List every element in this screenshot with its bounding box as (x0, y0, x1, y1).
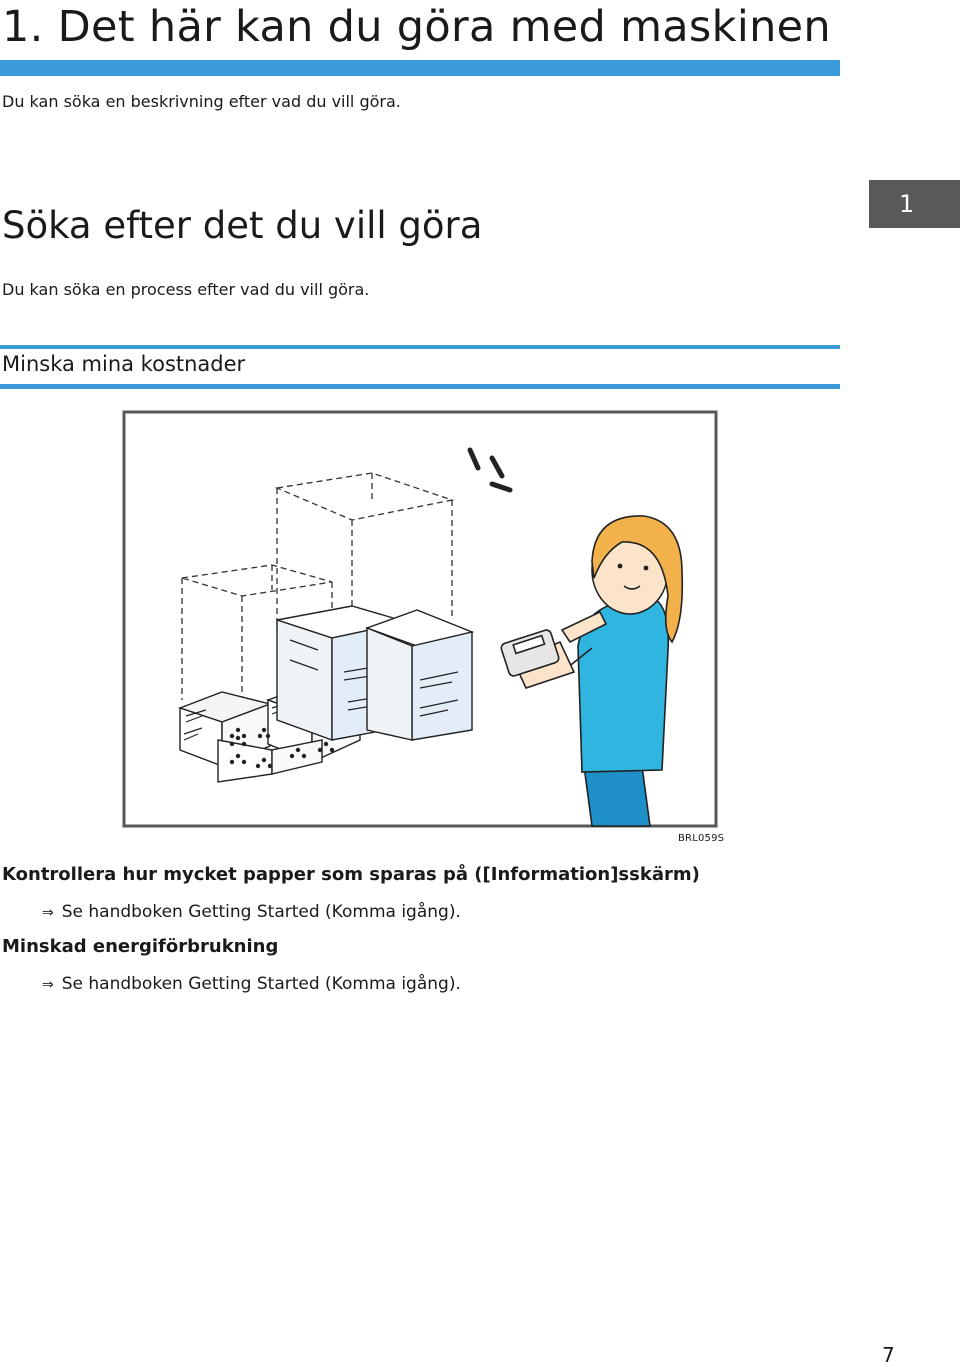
chapter-title-bar (0, 60, 840, 76)
page-number: 7 (882, 1343, 895, 1367)
arrow-icon: ⇒ (42, 977, 54, 993)
paper-stack-small (367, 610, 472, 740)
chapter-side-tab: 1 (869, 180, 960, 228)
manual-reference (42, 902, 461, 922)
figure-code: BRL059S (678, 833, 725, 844)
subsection-title: Minska mina kostnader (2, 352, 246, 376)
list-item-label: Minskad energiförbrukning (2, 936, 279, 957)
manual-reference-text: Se handboken Getting Started (Komma igång). (61, 902, 461, 922)
manual-reference (42, 974, 461, 994)
chapter-intro: Du kan söka en beskrivning efter vad du vill göra. (2, 92, 401, 111)
section-description: Du kan söka en process efter vad du vill göra. (2, 280, 370, 299)
manual-reference-text: Se handboken Getting Started (Komma igång). (61, 974, 461, 994)
subsection-bottom-rule (0, 384, 840, 389)
cost-saving-illustration (122, 410, 718, 830)
chapter-title: 1. Det här kan du göra med maskinen (2, 2, 831, 52)
list-item-label: Kontrollera hur mycket papper som sparas på ([Information]sskärm) (2, 864, 700, 885)
section-title: Söka efter det du vill göra (2, 204, 483, 247)
subsection-top-rule (0, 345, 840, 349)
arrow-icon: ⇒ (42, 905, 54, 921)
